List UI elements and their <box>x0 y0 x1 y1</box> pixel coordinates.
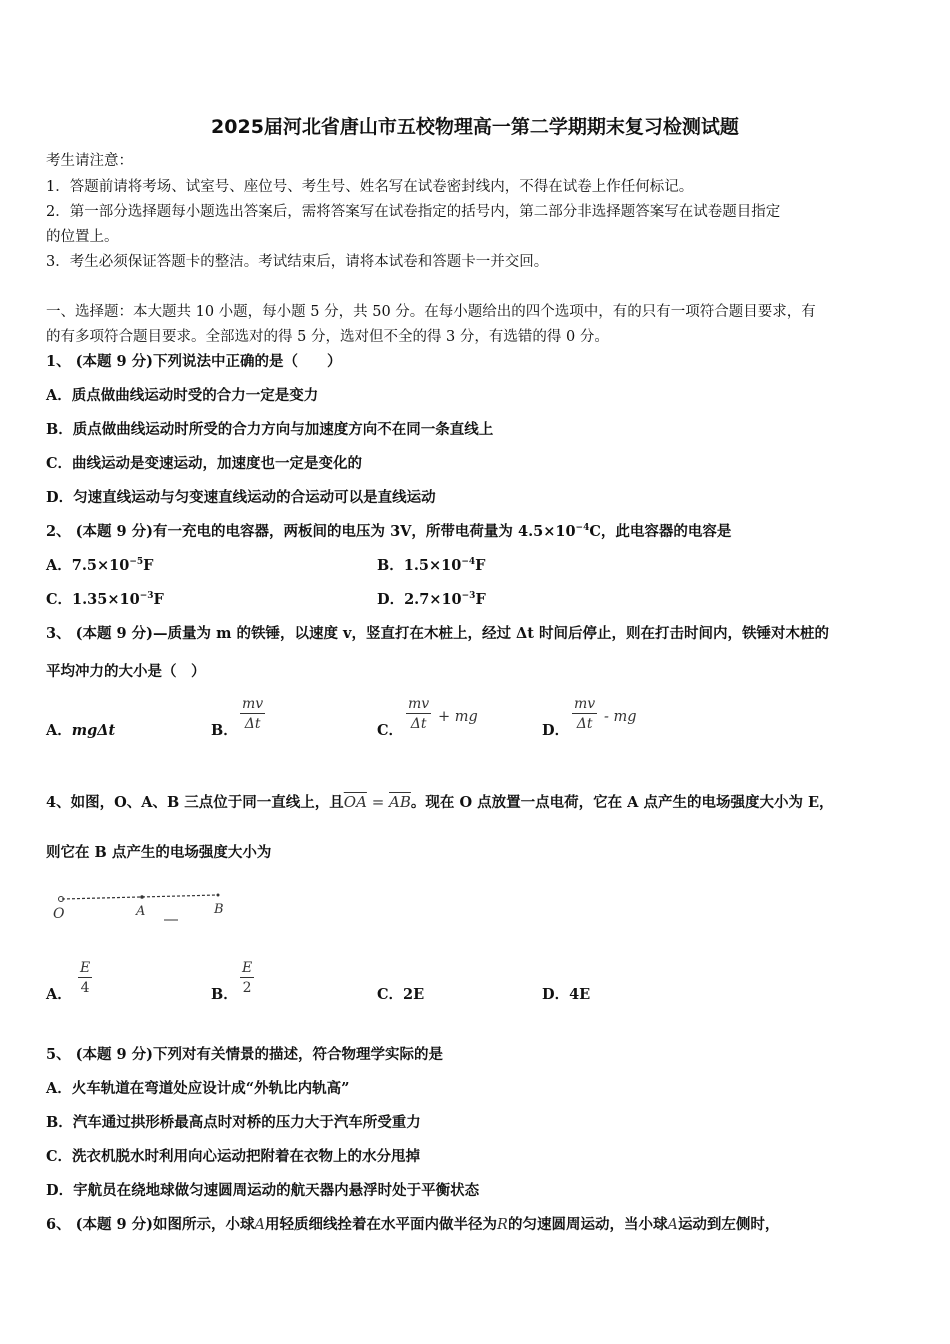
question-2-option-c <box>46 590 164 610</box>
question-2-stem-text: C，此电容器的电容是 <box>589 523 732 540</box>
question-3-option-b-fraction <box>240 696 265 732</box>
question-2-option-a <box>46 556 153 576</box>
dashed-line <box>62 895 218 899</box>
denominator: Δt <box>576 716 593 732</box>
question-1-stem: 1、 (本题 9 分)下列说法中正确的是（ ） <box>46 353 342 370</box>
option-label: A． <box>46 722 72 739</box>
question-3-option-d-fraction <box>572 696 597 732</box>
question-4-option-d: D．4E <box>542 986 591 1003</box>
exponent: −3 <box>461 591 476 602</box>
question-6-stem-text: 运动到左侧时， <box>677 1216 780 1233</box>
numerator: mv <box>242 696 264 712</box>
label-o: O <box>53 906 65 922</box>
question-3-option-a <box>46 721 115 741</box>
oab-line-figure <box>46 886 246 936</box>
question-2-stem-text: 2、 (本题 9 分)有一充电的电容器，两板间的电压为 3V，所带电荷量为 4.5×10 <box>46 523 576 540</box>
option-label: C． <box>46 591 73 608</box>
point-b <box>217 894 220 897</box>
option-value: 1.5×10 <box>403 557 462 574</box>
label-b: B <box>214 902 224 917</box>
question-4-stem: 则它在 B 点产生的电场强度大小为 <box>46 844 272 861</box>
section-intro: 一、选择题：本大题共 10 小题，每小题 5 分，共 50 分。在每小题给出的四个选项中，有的只有一项符合题目要求，有 <box>46 304 816 320</box>
option-label: A． <box>46 986 72 1003</box>
plus-mg: + mg <box>438 709 478 725</box>
exponent: −4 <box>461 557 476 568</box>
symbol-a: A <box>254 1217 266 1233</box>
option-value: 1.35×10 <box>72 591 140 608</box>
numerator: E <box>242 960 253 976</box>
option-label: D． <box>542 722 570 739</box>
question-2-option-b <box>377 556 485 576</box>
question-4-option-c: C．2E <box>377 986 425 1003</box>
question-1-option-c: C．曲线运动是变速运动，加速度也一定是变化的 <box>46 455 363 472</box>
section-intro: 的有多项符合题目要求。全部选对的得 5 分，选对但不全的得 3 分，有选错的得 0 分。 <box>46 329 609 345</box>
option-label: B． <box>211 986 238 1003</box>
question-3-stem: 3、 (本题 9 分)—质量为 m 的铁锤，以速度 v，竖直打在木桩上，经过 Δt 时间后停止，则在打击时间内，铁锤对木桩的 <box>46 625 829 642</box>
point-a <box>140 895 144 899</box>
question-3-option-c-fraction <box>406 696 431 732</box>
minus-mg: - mg <box>604 709 637 725</box>
question-4-option-a-fraction <box>78 960 92 996</box>
exponent: −3 <box>139 591 154 602</box>
symbol-r: R <box>497 1217 508 1233</box>
question-3-stem: 平均冲力的大小是（ ） <box>46 663 206 680</box>
equals-sign: = <box>366 793 390 811</box>
unit: F <box>475 557 486 574</box>
notice-item: 的位置上。 <box>46 229 119 245</box>
question-6-stem-text: 6、 (本题 9 分)如图所示，小球 <box>46 1216 255 1233</box>
notice-item: 3．考生必须保证答题卡的整洁。考试结束后，请将本试卷和答题卡一并交回。 <box>46 254 549 270</box>
option-value: 2.7×10 <box>404 591 462 608</box>
question-6-stem-text: 用轻质细线拴着在水平面内做半径为 <box>265 1216 498 1233</box>
question-5-option-b: B．汽车通过拱形桥最高点时对桥的压力大于汽车所受重力 <box>46 1114 421 1131</box>
question-4-option-b-fraction <box>240 960 254 996</box>
label-a: A <box>136 904 146 919</box>
option-value: mgΔt <box>71 722 116 739</box>
page-title: 2025届河北省唐山市五校物理高一第二学期期末复习检测试题 <box>211 116 739 138</box>
numerator: mv <box>408 696 430 712</box>
option-label: C． <box>377 722 404 739</box>
exponent: −4 <box>575 523 590 534</box>
segment-ab: $\overline{AB}$ <box>389 793 411 811</box>
option-label: B． <box>377 557 404 574</box>
numerator: mv <box>574 696 596 712</box>
option-label: A． <box>46 557 72 574</box>
question-5-stem: 5、 (本题 9 分)下列对有关情景的描述，符合物理学实际的是 <box>46 1046 444 1063</box>
question-6-stem <box>46 1215 779 1235</box>
question-2-stem <box>46 522 731 542</box>
segment-oa: $\overline{OA}$ <box>343 793 367 811</box>
question-1-option-b: B．质点做曲线运动时所受的合力方向与加速度方向不在同一条直线上 <box>46 421 494 438</box>
unit: F <box>475 591 486 608</box>
option-label: B． <box>211 722 238 739</box>
denominator: 4 <box>80 980 90 996</box>
question-1-option-a: A．质点做曲线运动时受的合力一定是变力 <box>46 387 319 404</box>
denominator: 2 <box>242 980 252 996</box>
unit: F <box>143 557 154 574</box>
notice-heading: 考生请注意： <box>46 153 133 169</box>
question-1-option-d: D．匀速直线运动与匀变速直线运动的合运动可以是直线运动 <box>46 489 436 506</box>
symbol-a: A <box>667 1217 678 1233</box>
numerator: E <box>80 960 91 976</box>
question-4-stem-text: 。现在 O 点放置一点电荷，它在 A 点产生的电场强度大小为 E， <box>410 794 834 811</box>
question-6-stem-text: 的匀速圆周运动，当小球 <box>507 1216 668 1233</box>
exponent: −5 <box>129 557 144 568</box>
unit: F <box>153 591 164 608</box>
question-4-stem <box>46 792 834 813</box>
notice-item: 2．第一部分选择题每小题选出答案后，需将答案写在试卷指定的括号内，第二部分非选择题答案写在试卷题目指定 <box>46 204 781 220</box>
option-label: D． <box>377 591 405 608</box>
question-4-stem-text: 4、如图，O、A、B 三点位于同一直线上，且 <box>46 794 344 811</box>
denominator: Δt <box>410 716 427 732</box>
question-5-option-d: D．宇航员在绕地球做匀速圆周运动的航天器内悬浮时处于平衡状态 <box>46 1182 480 1199</box>
segment-equation <box>344 793 411 811</box>
question-5-option-c: C．洗衣机脱水时利用向心运动把附着在衣物上的水分甩掉 <box>46 1148 421 1165</box>
notice-item: 1．答题前请将考场、试室号、座位号、考生号、姓名写在试卷密封线内，不得在试卷上作任何标记。 <box>46 179 694 195</box>
question-2-option-d <box>377 590 486 610</box>
option-value: 7.5×10 <box>71 557 130 574</box>
question-5-option-a: A．火车轨道在弯道处应设计成“外轨比内轨高” <box>46 1080 350 1097</box>
denominator: Δt <box>244 716 261 732</box>
